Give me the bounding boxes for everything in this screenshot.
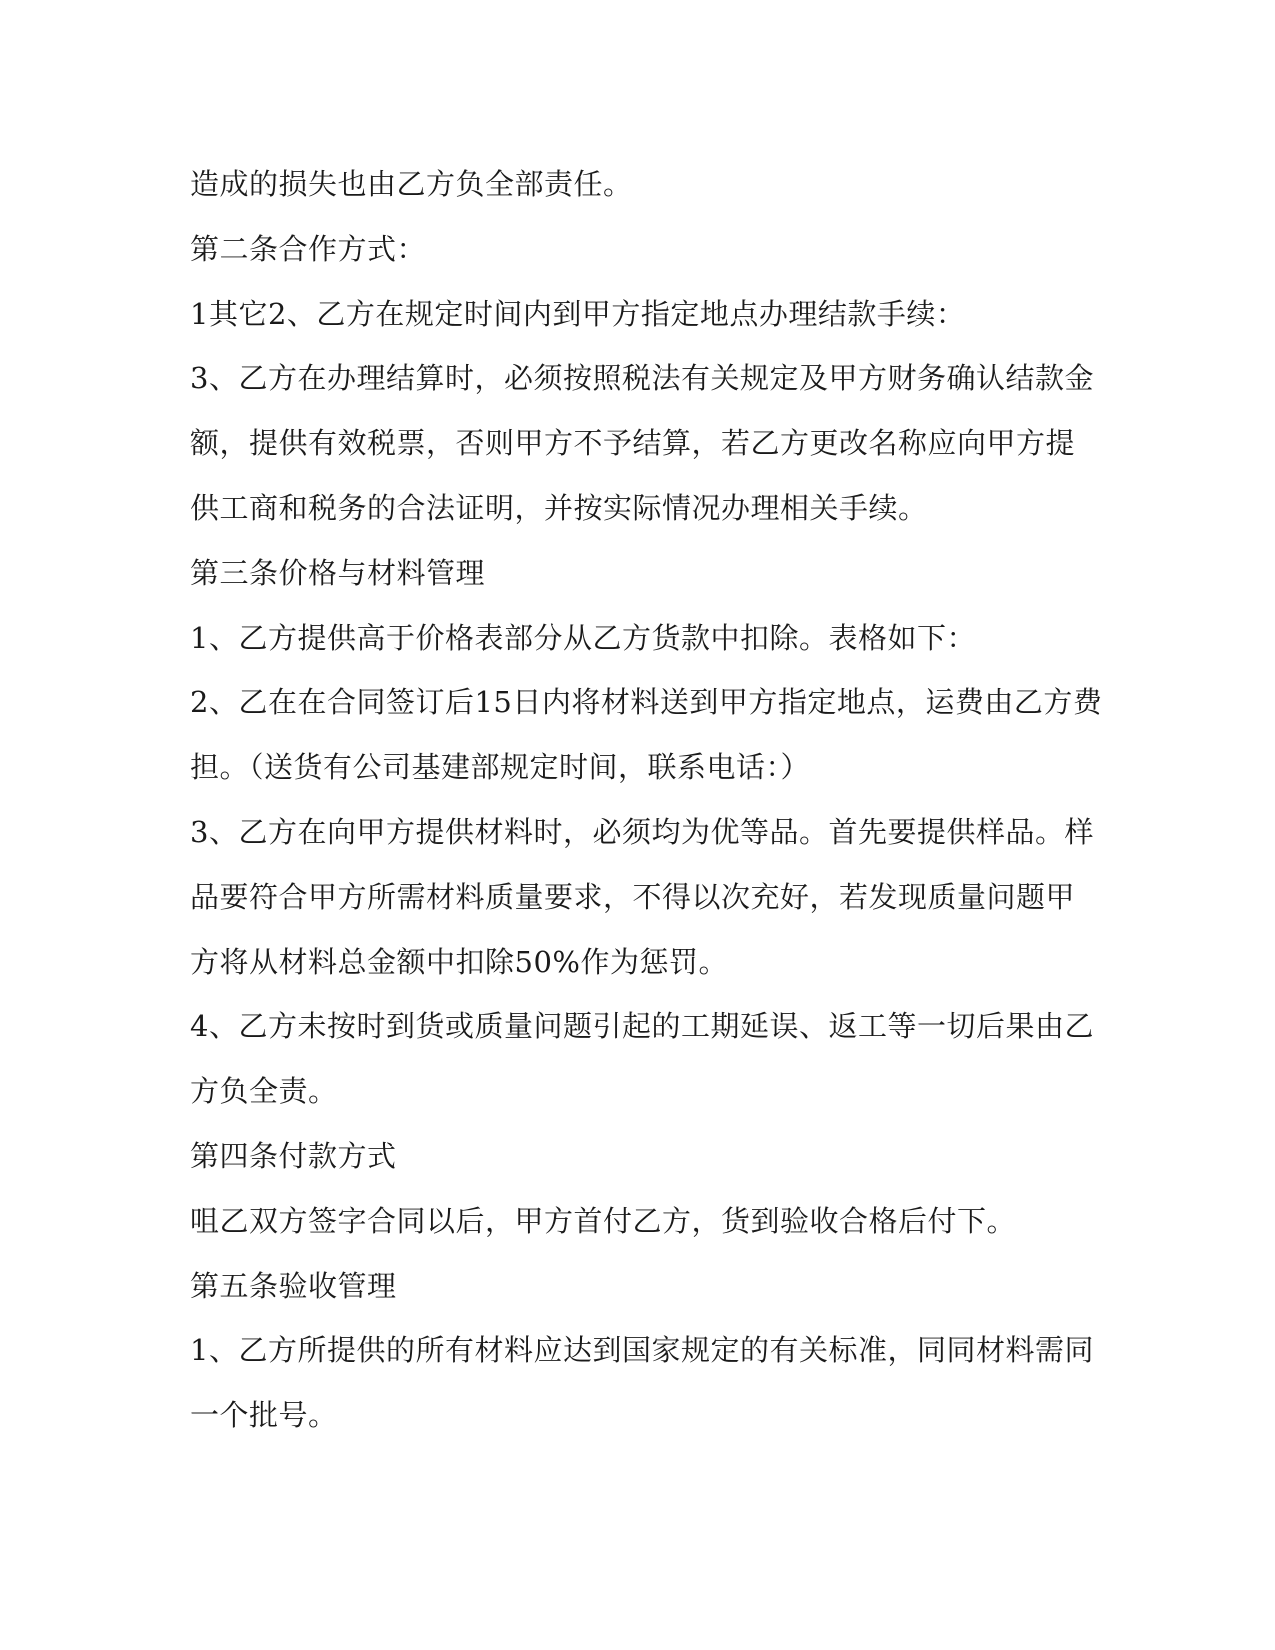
text-line: 品要符合甲方所需材料质量要求，不得以次充好，若发现质量问题甲 [190, 879, 1076, 914]
section-heading: 第四条付款方式 [190, 1138, 397, 1173]
section-heading: 第二条合作方式： [190, 231, 427, 266]
text-line: 4、乙方未按时到货或质量问题引起的工期延误、返工等一切后果由乙 [190, 1009, 1094, 1044]
text-line: 一个批号。 [190, 1398, 338, 1433]
text-line: 3、乙方在向甲方提供材料时，必须均为优等品。首先要提供样品。样 [190, 814, 1094, 849]
section-heading: 第五条验收管理 [190, 1268, 397, 1303]
text-line: 供工商和税务的合法证明，并按实际情况办理相关手续。 [190, 490, 928, 525]
text-line: 3、乙方在办理结算时，必须按照税法有关规定及甲方财务确认结款金 [190, 361, 1094, 396]
text-line: 方将从材料总金额中扣除50%作为惩罚。 [190, 944, 728, 979]
text-line: 咀乙双方签字合同以后，甲方首付乙方，货到验收合格后付下。 [190, 1203, 1017, 1238]
text-line: 1其它2、乙方在规定时间内到甲方指定地点办理结款手续： [190, 296, 966, 331]
text-line: 额，提供有效税票，否则甲方不予结算，若乙方更改名称应向甲方提 [190, 426, 1076, 461]
text-line: 担。（送货有公司基建部规定时间，联系电话：） [190, 750, 811, 785]
text-line: 1、乙方提供高于价格表部分从乙方货款中扣除。表格如下： [190, 620, 976, 655]
text-line: 1、乙方所提供的所有材料应达到国家规定的有关标准，同同材料需同 [190, 1333, 1094, 1368]
text-line: 方负全责。 [190, 1074, 338, 1109]
document-body [190, 152, 1103, 1448]
text-line: 2、乙在在合同签订后15日内将材料送到甲方指定地点，运费由乙方费 [190, 685, 1103, 720]
section-heading: 第三条价格与材料管理 [190, 555, 486, 590]
text-line: 造成的损失也由乙方负全部责任。 [190, 167, 633, 201]
